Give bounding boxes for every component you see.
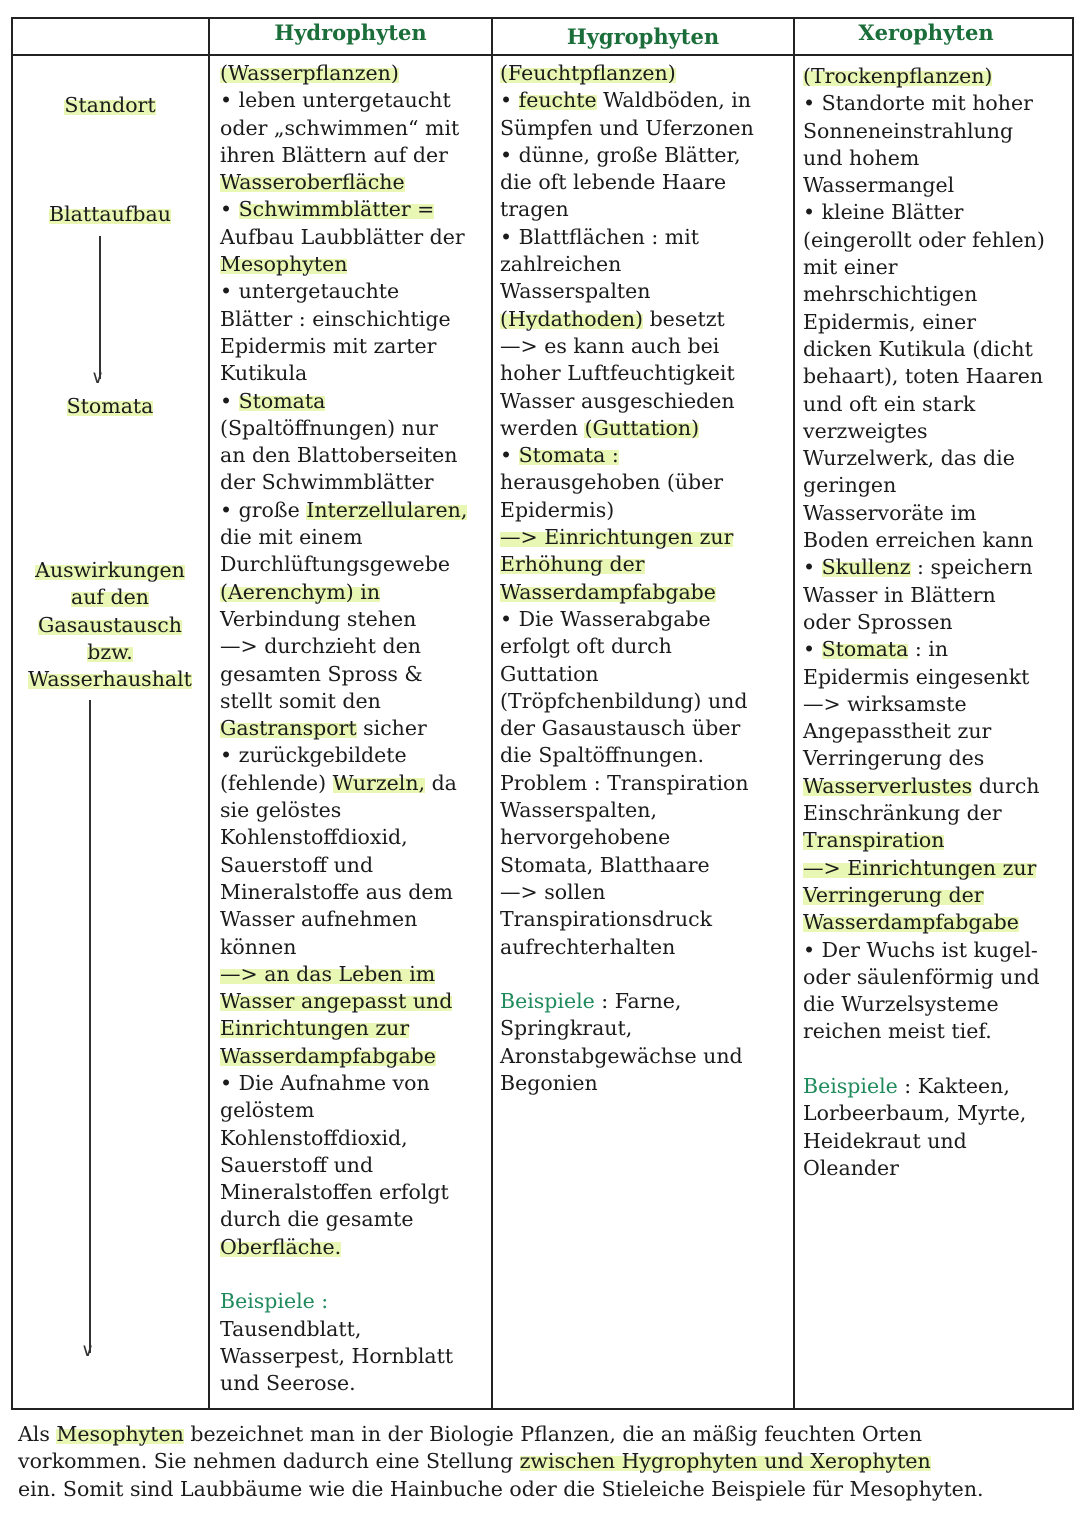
column-divider-3 bbox=[793, 17, 795, 1410]
row-label-standort: Standort bbox=[64, 93, 156, 117]
arrow-down-icon: ∨ bbox=[91, 367, 105, 388]
column-divider-2 bbox=[491, 17, 493, 1410]
row-label-blattaufbau: Blattaufbau bbox=[49, 202, 171, 226]
row-label-stomata: Stomata bbox=[66, 394, 154, 418]
hygrophyten-examples-label: Beispiele bbox=[500, 989, 595, 1014]
mesophyten-paragraph: Als Mesophyten bezeichnet man in der Biologie Pflanzen, die an mäßig feuchten Orten vorkommen. Sie nehmen dadurch eine Stellung zwischen Hygrophyten und Xerophyten ein. Somit sind Laubbäume wie die Hainbuche oder die Stieleiche Beispiele für Mesophyten. bbox=[18, 1422, 984, 1501]
xerophyten-cell: (Trockenpflanzen) • Standorte mit hoher Sonneneinstrahlung und hohem Wassermangel • kleine Blätter (eingerollt oder fehlen) mit einer mehrschichtigen Epidermis, einer dicken Kutikula (dicht behaart), toten Haaren und oft ein stark verzweigtes Wurzelwerk, das die geringen Wasservoräte im Boden erreichen kann • Skullenz : speichern Wasser in Blättern oder Sprossen • Stomata : in Epidermis eingesenkt —> wirksamste Angepasstheit zur Verringerung des Wasserverlustes durch Einschränkung der Transpiration —> Einrichtungen zur Verringerung der Wasserdampfabgabe • Der Wuchs ist kugel- oder säulenförmig und die Wurzelsysteme reichen meist tief. Beispiele : Kakteen, Lorbeerbaum, Myrte, Heidekraut und Oleander bbox=[803, 64, 1045, 1180]
arrow-down-icon: ∨ bbox=[81, 1340, 95, 1361]
xerophyten-examples-label: Beispiele bbox=[803, 1073, 898, 1098]
header-xerophyten: Xerophyten bbox=[858, 20, 994, 45]
column-divider-1 bbox=[208, 17, 210, 1410]
hydrophyten-cell: (Wasserpflanzen) • leben untergetaucht oder „schwimmen“ mit ihren Blättern auf der Wasseroberfläche • Schwimmblätter = Aufbau Laubblätter der Mesophyten • untergetauchte Blätter : einschichtige Epidermis mit zarter Kutikula • Stomata (Spaltöffnungen) nur an den Blattoberseiten der Schwimmblätter • große Interzellularen, die mit einem Durchlüftungsgewebe (Aerenchym) in Verbindung stehen —> durchzieht den gesamten Spross & stellt somit den Gastransport sicher • zurückgebildete (fehlende) Wurzeln, da sie gelöstes Kohlenstoffdioxid, Sauerstoff und Mineralstoffe aus dem Wasser aufnehmen können —> an das Leben im Wasser angepasst und Einrichtungen zur Wasserdampfabgabe • Die Aufnahme von gelöstem Kohlenstoffdioxid, Sauerstoff und Mineralstoffen erfolgt durch die gesamte Oberfläche. Beispiele : Tausendblatt, Wasserpest, Hornblatt und Seerose. bbox=[220, 61, 468, 1396]
arrow-line-2 bbox=[89, 700, 91, 1353]
hydrophyten-examples-label: Beispiele : bbox=[220, 1289, 329, 1314]
header-hygrophyten: Hygrophyten bbox=[566, 24, 720, 49]
hygrophyten-cell: (Feuchtpflanzen) • feuchte Waldböden, in Sümpfen und Uferzonen • dünne, große Blätter, die oft lebende Haare tragen • Blattflächen : mit zahlreichen Wasserspalten (Hydathoden) besetzt —> es kann auch bei hoher Luftfeuchtigkeit Wasser ausgeschieden werden (Guttation) • Stomata : herausgehoben (über Epidermis) —> Einrichtungen zur Erhöhung der Wasserdampfabgabe • Die Wasserabgabe erfolgt oft durch Guttation (Tröpfchenbildung) und der Gasaustausch über die Spaltöffnungen. Problem : Transpiration Wasserspalten, hervorgehobene Stomata, Blatthaare —> sollen Transpirationsdruck aufrechterhalten Beispiele : Farne, Springkraut, Aronstabgewächse und Begonien bbox=[500, 61, 754, 1095]
row-label-auswirkungen: Auswirkungen auf den Gasaustausch bzw. Wasserhaushalt bbox=[28, 558, 192, 692]
header-hydrophyten: Hydrophyten bbox=[274, 20, 427, 45]
arrow-line-1 bbox=[99, 236, 101, 379]
header-divider bbox=[11, 54, 1074, 56]
